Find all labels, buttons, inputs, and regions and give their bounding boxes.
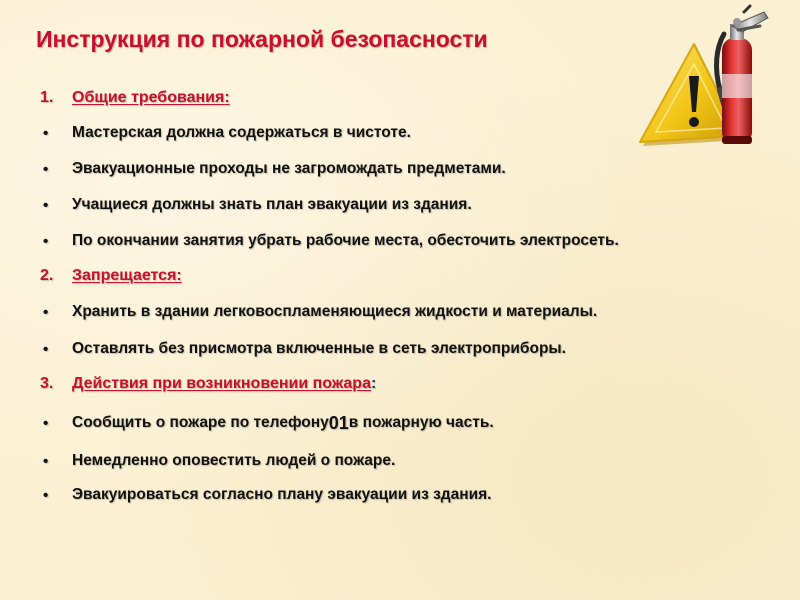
list-item <box>40 121 411 145</box>
list-item-text: Эвакуационные проходы не загромождать предметами. <box>72 160 506 177</box>
phone-number: 01 <box>328 412 349 433</box>
list-item-text: Эвакуироваться согласно плану эвакуации из здания. <box>72 486 492 503</box>
section-1-number: 1. <box>40 89 54 106</box>
list-item <box>40 483 491 507</box>
bullet-marker: • <box>43 486 49 504</box>
section-2-heading <box>40 264 182 288</box>
section-3-title: Действия при возникновении пожара <box>72 375 371 392</box>
list-item <box>40 449 395 473</box>
bullet-marker: • <box>43 160 49 178</box>
list-item-text: Мастерская должна содержаться в чистоте. <box>72 124 411 141</box>
section-3-colon: : <box>370 375 377 392</box>
list-item <box>40 300 597 324</box>
list-item-text: Хранить в здании легковоспламеняющиеся жидкости и материалы. <box>72 303 598 320</box>
list-item-text-after: в пожарную часть. <box>348 414 494 431</box>
section-2-title: Запрещается: <box>72 267 182 284</box>
list-item-text: Немедленно оповестить людей о пожаре. <box>72 452 396 469</box>
list-item <box>40 157 506 181</box>
section-1-title: Общие требования <box>72 89 225 106</box>
bullet-marker: • <box>43 340 49 358</box>
list-item <box>40 193 472 217</box>
list-item <box>40 229 619 253</box>
bullet-marker: • <box>43 232 49 250</box>
section-3-heading <box>40 372 376 396</box>
section-2-number: 2. <box>40 267 54 284</box>
list-item-text: Оставлять без присмотра включенные в сеть электроприборы. <box>72 340 566 357</box>
page-title: Инструкция по пожарной безопасности <box>36 26 488 52</box>
section-1-colon: : <box>224 89 230 106</box>
instruction-list <box>40 0 790 600</box>
list-item <box>40 337 566 361</box>
section-3-number: 3. <box>40 375 54 392</box>
section-1-heading <box>40 86 230 110</box>
list-item-text: Учащиеся должны знать план эвакуации из здания. <box>72 196 472 213</box>
bullet-marker: • <box>43 124 49 142</box>
list-item <box>40 411 494 435</box>
list-item-text-before: Сообщить о пожаре по телефону <box>72 414 329 431</box>
bullet-marker: • <box>43 196 49 214</box>
bullet-marker: • <box>43 452 49 470</box>
list-item-text: По окончании занятия убрать рабочие места, обесточить электросеть. <box>72 232 619 249</box>
bullet-marker: • <box>43 303 49 321</box>
bullet-marker: • <box>43 414 49 432</box>
